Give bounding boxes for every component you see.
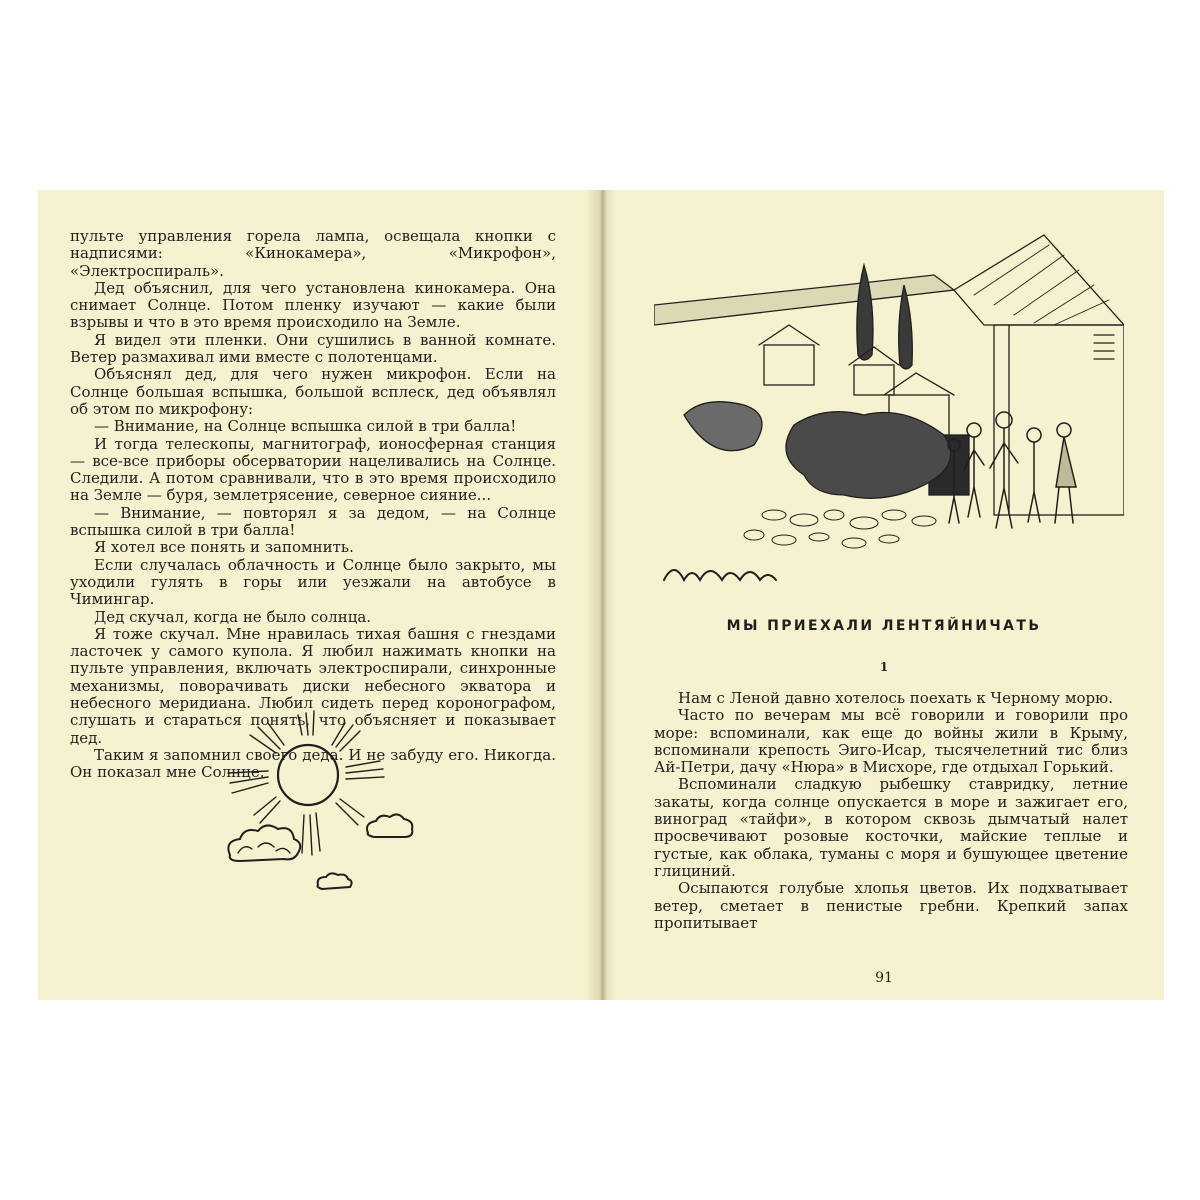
paragraph: И тогда телескопы, магнитограф, ионосферная станция — все-все приборы обсерватории нацеливались на Солнце. Следили. А потом сравнивали, что в это время происходило на Земле — буря, землетрясение, северное сияние... [70,434,556,505]
right-page-text [654,690,1128,932]
left-page [38,190,598,1000]
paragraph: Объяснял дед, для чего нужен микрофон. Если на Солнце большая вспышка, большой всплеск, дед объявлял об этом по микрофону: [70,365,556,418]
paragraph: Таким я запомнил своего деда. И не забуду его. Никогда. Он показал мне Солнце. [70,745,556,782]
chapter-number: 1 [879,660,889,674]
paragraph: Часто по вечерам мы всё говорили и говорили про море: вспоминали, как еще до войны жили в Крыму, вспоминали крепость Эиго-Исар, тысячелетний тис близ Ай-Петри, дачу «Нюра» в Мисхоре, где отдыхал Горький. [654,706,1128,777]
paragraph: Я хотел все понять и запомнить. [94,538,354,557]
paragraph: Дед объяснил, для чего установлена кинокамера. Она снимает Солнце. Потом пленку изучают — какие были взрывы и что в это время происходило на Земле. [70,278,556,332]
village-street-illustration [654,215,1124,595]
book-spread [38,190,1164,1000]
paragraph: пульте управления горела лампа, освещала кнопки с надписями: «Кинокамера», «Микрофон», «Электроспираль». [70,227,556,280]
left-page-text [70,228,556,782]
paragraph: Я видел эти пленки. Они сушились в ванной комнате. Ветер размахивал ими вместе с полотенцами. [70,330,556,367]
paragraph: Осыпаются голубые хлопья цветов. Их подхватывает ветер, сметает в пенистые гребни. Крепкий запах пропитывает [654,879,1128,932]
paragraph: Если случалась облачность и Солнце было закрыто, мы уходили гулять в горы или уезжали на автобусе в Чимингар. [70,555,556,609]
chapter-title: МЫ ПРИЕХАЛИ ЛЕНТЯЙНИЧАТЬ [726,618,1042,634]
sun-and-clouds-illustration [188,705,438,905]
paragraph: — Внимание, на Солнце вспышка силой в три балла! [94,417,517,436]
paragraph: Вспоминали сладкую рыбешку ставридку, летние закаты, когда солнце опускается в море и зажигает его, виноград «тайфи», в котором сквозь дымчатый налет просвечивают розовые косточки, майские теплые и густые, как облака, туманы с моря и бушующее цветение глициний. [654,775,1128,880]
paragraph: — Внимание, — повторял я за дедом, — на Солнце вспышка силой в три балла! [70,503,556,540]
page-number: 91 [875,970,893,986]
paragraph: Нам с Леной давно хотелось поехать к Черному морю. [678,689,1113,707]
right-page [604,190,1164,1000]
paragraph: Я тоже скучал. Мне нравилась тихая башня с гнездами ласточек у самого купола. Я любил нажимать кнопки на пульте управления, включать электроспирали, синхронные механизмы, поворачивать диски небесного экватора и небесного меридиана. Любил сидеть перед коронографом, слушать и стараться понять, что объясняет и показывает дед. [70,624,556,747]
paragraph: Дед скучал, когда не было солнца. [94,607,372,626]
